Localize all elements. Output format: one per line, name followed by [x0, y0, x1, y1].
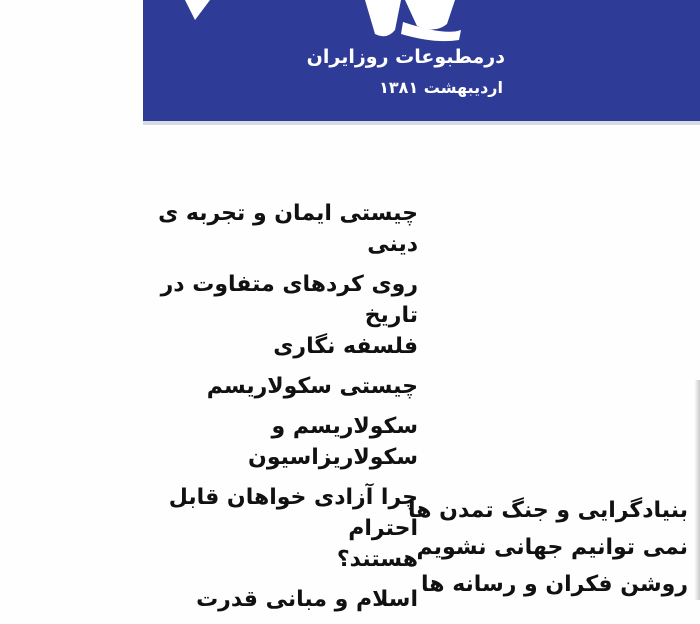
- contents-item: روشن فکران و رسانه ها: [421, 572, 688, 597]
- banner-date: اردیبهشت ۱۳۸۱: [379, 78, 503, 97]
- contents-item-line: روی کردهای متفاوت در تاریخ: [160, 272, 418, 328]
- contents-item: نمی توانیم جهانی نشویم: [416, 535, 688, 560]
- contents-item-line: هستند؟: [336, 547, 418, 572]
- banner-edge: [143, 121, 700, 125]
- contents-item-line: چرا آزادی خواهان قابل احترام: [168, 485, 418, 541]
- contents-list-secondary: [368, 492, 688, 603]
- banner-subtitle: درمطبوعات روزایران: [306, 46, 505, 68]
- contents-item-line: چیستی سکولاریسم: [206, 374, 418, 399]
- contents-item-line: چیستی ایمان و تجربه ی دینی: [158, 201, 418, 257]
- contents-item: [118, 371, 418, 402]
- contents-item-line: سکولاریسم و سکولاریزاسیون: [248, 414, 418, 470]
- page-edge-shadow: [694, 380, 700, 600]
- contents-item: [118, 198, 418, 260]
- contents-item-line: اسلام و مبانی قدرت: [196, 587, 418, 612]
- contents-item-line: فلسفه نگاری: [273, 334, 418, 359]
- contents-item: [118, 411, 418, 473]
- contents-item: [118, 269, 418, 362]
- contents-item: بنیادگرایی و جنگ تمدن ها: [408, 498, 688, 523]
